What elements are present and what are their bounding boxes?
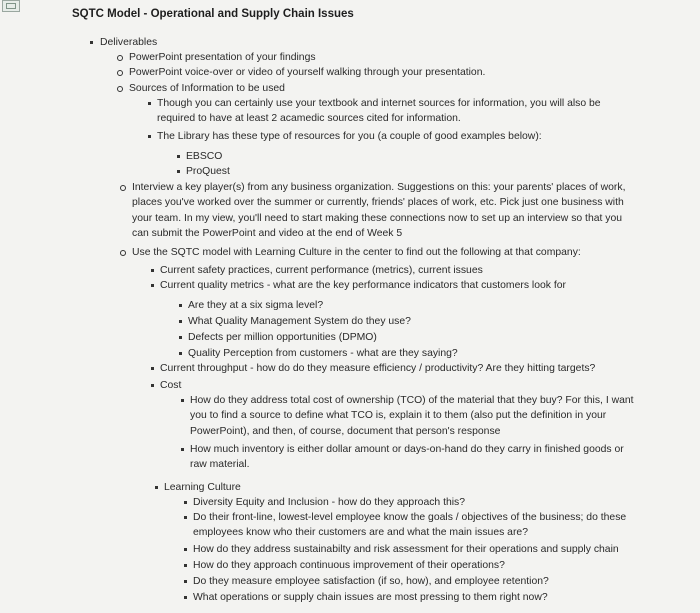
list-item: Learning Culture <box>164 480 241 495</box>
list-item: Deliverables <box>100 35 157 50</box>
circle-bullet-icon <box>117 86 123 92</box>
circle-bullet-icon <box>117 55 123 61</box>
list-item: Though you can certainly use your textbook and internet sources for information, you will also be required to have at least 2 acamedic sources cited for information. <box>157 96 601 127</box>
list-item: Defects per million opportunities (DPMO) <box>188 330 377 345</box>
list-item: How much inventory is either dollar amount or days-on-hand do they carry in finished goods or raw material. <box>190 442 624 473</box>
list-item: Cost <box>160 378 181 393</box>
square-bullet-icon <box>181 399 184 402</box>
square-bullet-icon <box>184 548 187 551</box>
square-bullet-icon <box>177 155 180 158</box>
list-item: PowerPoint voice-over or video of yourself walking through your presentation. <box>129 65 485 80</box>
square-bullet-icon <box>184 516 187 519</box>
square-bullet-icon <box>184 580 187 583</box>
list-item: Current quality metrics - what are the key performance indicators that customers look for <box>160 278 566 293</box>
list-item: Sources of Information to be used <box>129 81 285 96</box>
circle-bullet-icon <box>120 185 126 191</box>
list-item: Do their front-line, lowest-level employee know the goals / objectives of the business; do these employees know who their customers are and what the main issues are? <box>193 510 626 541</box>
square-bullet-icon <box>151 367 154 370</box>
list-item: What Quality Management System do they use? <box>188 314 411 329</box>
circle-bullet-icon <box>120 250 126 256</box>
square-bullet-icon <box>151 269 154 272</box>
square-bullet-icon <box>184 501 187 504</box>
square-bullet-icon <box>179 320 182 323</box>
square-bullet-icon <box>148 135 151 138</box>
list-item: Diversity Equity and Inclusion - how do they approach this? <box>193 495 465 510</box>
square-bullet-icon <box>151 284 154 287</box>
page-title: SQTC Model - Operational and Supply Chain Issues <box>72 8 354 20</box>
square-bullet-icon <box>179 352 182 355</box>
square-bullet-icon <box>181 448 184 451</box>
square-bullet-icon <box>184 564 187 567</box>
list-item: Do they measure employee satisfaction (if so, how), and employee retention? <box>193 574 549 589</box>
list-item: Interview a key player(s) from any business organization. Suggestions on this: your parents' places of work, places you've worked over the summer or currently, friends' places of work, etc. Pick just one business with your team. In my view, you'll need to start making these connections now to set up an interview so that you can submit the PowerPoint and video at the end of Week 5 <box>132 180 625 242</box>
square-bullet-icon <box>90 41 93 44</box>
square-bullet-icon <box>151 384 154 387</box>
square-bullet-icon <box>177 170 180 173</box>
list-item: EBSCO <box>186 149 222 164</box>
square-bullet-icon <box>155 486 158 489</box>
list-item: How do they address total cost of ownership (TCO) of the material that they buy? For this, I want you to find a source to define what TCO is, explain it to them (also put the definition in your PowerPoint), and then, of course, document that person's response <box>190 393 634 439</box>
list-item: What operations or supply chain issues are most pressing to them right now? <box>193 590 548 605</box>
list-item: PowerPoint presentation of your findings <box>129 50 316 65</box>
list-item: Current throughput - how do do they measure efficiency / productivity? Are they hitting targets? <box>160 361 595 376</box>
square-bullet-icon <box>148 102 151 105</box>
square-bullet-icon <box>179 304 182 307</box>
square-bullet-icon <box>179 336 182 339</box>
list-item: How do they address sustainabilty and risk assessment for their operations and supply chain <box>193 542 619 557</box>
list-item: Current safety practices, current performance (metrics), current issues <box>160 263 483 278</box>
square-bullet-icon <box>184 596 187 599</box>
list-item: How do they approach continuous improvement of their operations? <box>193 558 505 573</box>
list-item: The Library has these type of resources for you (a couple of good examples below): <box>157 129 542 144</box>
list-item: ProQuest <box>186 164 230 179</box>
list-item: Use the SQTC model with Learning Culture in the center to find out the following at that company: <box>132 245 581 260</box>
list-item: Are they at a six sigma level? <box>188 298 323 313</box>
circle-bullet-icon <box>117 70 123 76</box>
list-item: Quality Perception from customers - what are they saying? <box>188 346 458 361</box>
